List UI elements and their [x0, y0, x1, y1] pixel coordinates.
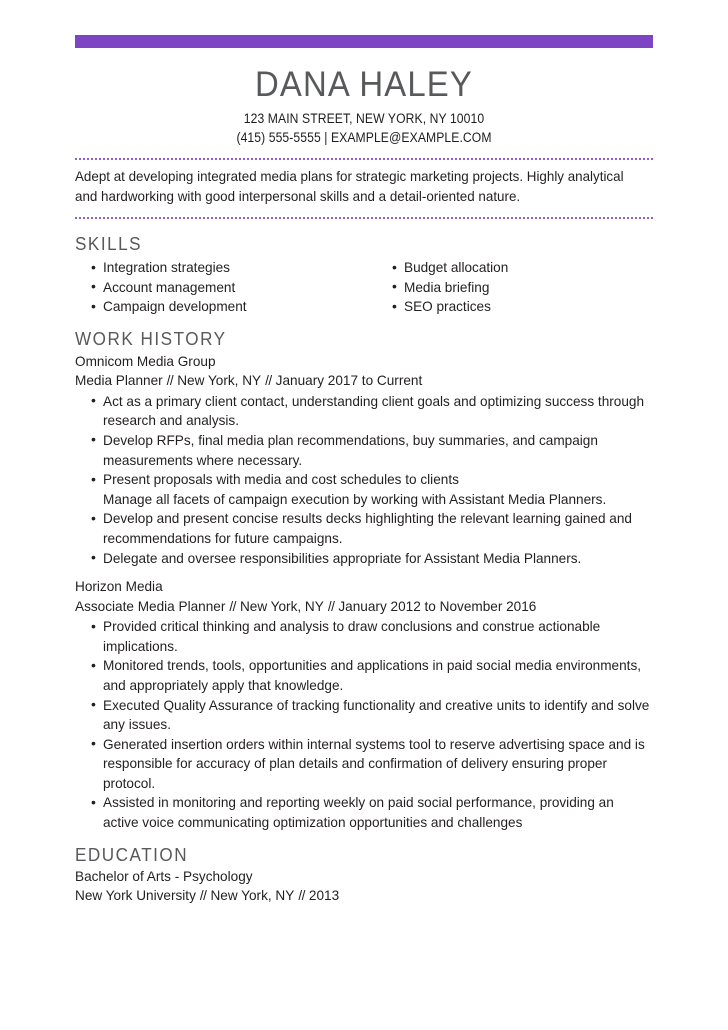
skills-column-left	[75, 258, 364, 317]
job-location: New York, NY	[177, 373, 262, 389]
education-year: 2013	[308, 888, 340, 904]
list-item: • SEO practices	[376, 297, 653, 317]
list-item: • Executed Quality Assurance of tracking functionality and creative units to identify and solve any issues.	[75, 696, 653, 735]
divider-summary-bottom	[75, 217, 653, 219]
list-item: • Campaign development	[75, 297, 364, 317]
contact-phone-email: (415) 555-5555 | EXAMPLE@EXAMPLE.COM	[236, 130, 492, 145]
skills-list-right	[376, 258, 653, 317]
section-skills	[75, 232, 653, 317]
resume-content	[75, 35, 653, 906]
education-separator: //	[298, 888, 305, 904]
job-bullet-list	[75, 617, 653, 833]
education-location: New York, NY	[210, 888, 295, 904]
list-item: • Account management	[75, 278, 364, 298]
summary-text: Adept at developing integrated media plans for strategic marketing projects. Highly analytical and hardworking with good interpersonal skills and a detail-oriented nature.	[75, 169, 624, 204]
job-separator: //	[327, 598, 335, 614]
job-bullet-list	[75, 392, 653, 568]
skills-column-right	[364, 258, 653, 317]
job-company: Horizon Media	[75, 579, 163, 595]
list-item: • Act as a primary client contact, understanding client goals and optimizing success through research and analysis.	[75, 392, 653, 431]
job-location: New York, NY	[239, 598, 324, 614]
job-separator: //	[265, 373, 272, 389]
education-meta	[75, 886, 653, 906]
list-item: • Monitored trends, tools, opportunities and applications in paid social media environments, and appropriately apply that knowledge.	[75, 656, 653, 695]
education-school: New York University	[75, 888, 196, 904]
job-separator: //	[166, 373, 174, 389]
job-role: Associate Media Planner	[75, 598, 226, 614]
list-item: • Budget allocation	[376, 258, 653, 278]
skills-list-left	[75, 258, 364, 317]
job-dates: January 2012 to November 2016	[338, 598, 537, 614]
section-title-skills: SKILLS	[75, 234, 143, 254]
job-dates: January 2017 to Current	[275, 373, 423, 389]
section-education	[75, 843, 653, 906]
job-meta	[75, 597, 653, 617]
list-item: • Media briefing	[376, 278, 653, 298]
list-item: • Delegate and oversee responsibilities appropriate for Assistant Media Planners.	[75, 549, 653, 569]
section-title-work-history: WORK HISTORY	[75, 328, 227, 349]
bullet-continuation: Manage all facets of campaign execution by working with Assistant Media Planners.	[103, 491, 607, 507]
job-role: Media Planner	[75, 373, 163, 389]
education-separator: //	[199, 888, 207, 904]
list-item: • Integration strategies	[75, 258, 364, 278]
job-meta	[75, 371, 653, 391]
accent-bar	[75, 35, 653, 48]
job-separator: //	[229, 598, 236, 614]
list-item: • Assisted in monitoring and reporting weekly on paid social performance, providing an active voice communicating optimization opportunities and challenges	[75, 793, 653, 832]
page-title: DANA HALEY	[255, 65, 473, 104]
list-item	[75, 470, 653, 509]
job-entry	[75, 577, 653, 833]
job-company: Omnicom Media Group	[75, 353, 216, 369]
skills-grid	[75, 258, 653, 317]
section-title-education: EDUCATION	[75, 844, 189, 865]
list-item: • Develop and present concise results decks highlighting the relevant learning gained and recommendations for future campaigns.	[75, 509, 653, 548]
education-degree: Bachelor of Arts - Psychology	[75, 868, 253, 884]
list-item: • Generated insertion orders within internal systems tool to reserve advertising space and is responsible for accuracy of plan details and confirmation of delivery ensuring proper protocol.	[75, 735, 653, 794]
list-item: • Develop RFPs, final media plan recommendations, buy summaries, and campaign measurements where necessary.	[75, 431, 653, 470]
section-work-history	[75, 327, 653, 833]
job-entry	[75, 352, 653, 568]
bullet-text: Present proposals with media and cost schedules to clients	[103, 472, 459, 488]
contact-address: 123 MAIN STREET, NEW YORK, NY 10010	[243, 111, 485, 126]
list-item: • Provided critical thinking and analysis to draw conclusions and construe actionable implications.	[75, 617, 653, 656]
